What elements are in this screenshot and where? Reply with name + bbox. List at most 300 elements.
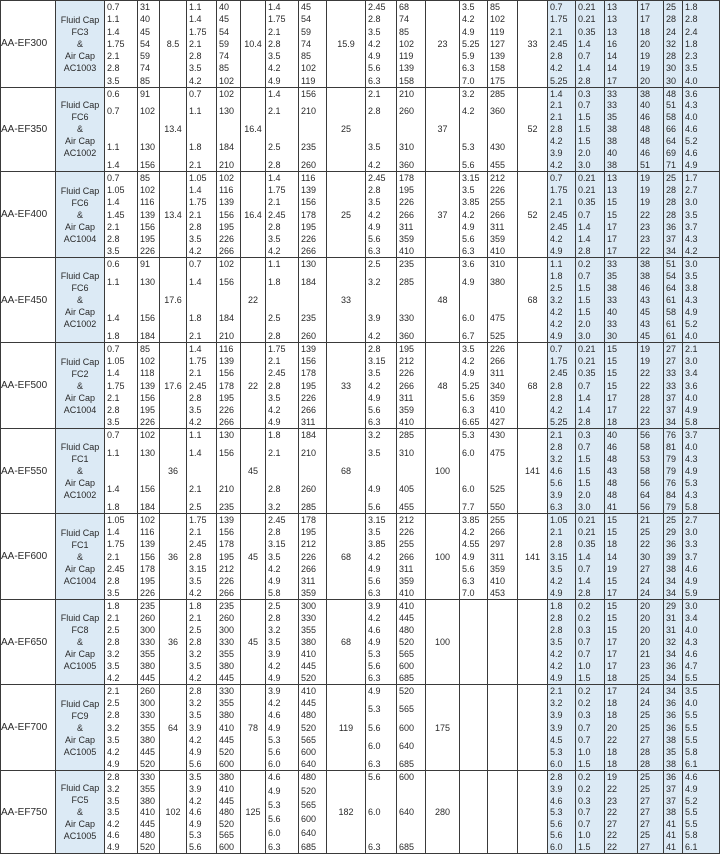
- cap-line: Air Cap: [64, 734, 95, 745]
- value: 1.05: [107, 185, 125, 196]
- value: 48: [640, 136, 651, 147]
- value: 0.2: [578, 601, 591, 612]
- flow-group-3: [299, 513, 327, 600]
- spray-col-5-values: [664, 258, 682, 341]
- value: 5.6: [368, 576, 381, 587]
- pressure-group-1-values: [105, 258, 137, 341]
- flow-group-5: [488, 171, 518, 258]
- value: 2.1: [268, 448, 281, 459]
- value: 266: [301, 246, 317, 257]
- value: 1.05: [189, 172, 207, 183]
- pressure-group-4: [366, 771, 397, 854]
- flow-group-4-values: [397, 258, 425, 341]
- value: 85: [140, 343, 151, 354]
- value: 119: [490, 26, 505, 37]
- value: 17: [607, 405, 618, 416]
- cap-line: AC1002: [63, 148, 97, 159]
- value: 1.8: [189, 601, 202, 612]
- value: 4.2: [462, 527, 475, 538]
- value: 139: [219, 197, 235, 208]
- cap-line: FC1: [71, 454, 89, 465]
- value: 28: [640, 392, 651, 403]
- value: 311: [490, 221, 505, 232]
- value: 266: [490, 527, 506, 538]
- spray-col-5-values: [664, 172, 682, 258]
- value: 3.85: [462, 514, 480, 525]
- flow-group-4: [397, 1, 426, 88]
- value: 195: [219, 551, 235, 562]
- capacity-2: 45: [241, 600, 266, 684]
- value: 355: [219, 698, 235, 709]
- value: 685: [399, 759, 415, 770]
- value: 45: [301, 2, 312, 12]
- value: 226: [399, 197, 415, 208]
- flow-group-1: [138, 600, 160, 684]
- cap-line: &: [76, 722, 83, 733]
- cap-line: FC2: [71, 368, 89, 379]
- value: 1.8: [685, 2, 698, 12]
- value: 3.0: [578, 159, 591, 170]
- value: 455: [399, 501, 415, 512]
- value: 5.2: [685, 795, 698, 806]
- model-name: AA-EF500: [1, 342, 56, 429]
- value: 6.0: [268, 828, 281, 839]
- flow-group-4-values: [397, 600, 425, 683]
- spec-row: [1, 600, 720, 684]
- value: 380: [140, 795, 156, 806]
- value: 6.3: [462, 405, 475, 416]
- flow-group-5-values: [488, 685, 517, 771]
- value: 226: [219, 405, 235, 416]
- value: 58: [666, 307, 677, 318]
- value: 38: [640, 271, 651, 282]
- value: 54: [301, 14, 312, 25]
- pressure-group-1: [105, 600, 138, 684]
- value: 5.25: [550, 75, 568, 86]
- value: 4.9: [368, 637, 381, 648]
- value: 46: [607, 442, 618, 453]
- pressure-group-5: [460, 342, 488, 429]
- pressure-group-5-values: [460, 685, 487, 771]
- value: 15: [607, 197, 618, 208]
- value: 5.5: [685, 818, 698, 829]
- value: 102: [490, 14, 506, 25]
- value: 685: [301, 841, 317, 852]
- value: 30: [607, 330, 618, 341]
- cap-combination: [56, 342, 105, 429]
- value: 156: [140, 159, 156, 170]
- value: 212: [219, 563, 235, 574]
- value: 2.1: [550, 197, 563, 208]
- value: 266: [219, 417, 235, 428]
- value: 139: [490, 51, 506, 61]
- value: 4.9: [550, 588, 563, 599]
- value: 3.5: [368, 368, 381, 379]
- value: 0.3: [578, 710, 591, 721]
- value: 5.6: [368, 405, 381, 416]
- value: 1.05: [107, 356, 125, 367]
- value: 1.5: [578, 124, 591, 135]
- value: 1.4: [578, 63, 591, 74]
- flow-group-2-values: [217, 771, 240, 853]
- value: 5.6: [368, 722, 381, 733]
- value: 520: [140, 759, 156, 770]
- flow-group-5-values: [488, 343, 517, 429]
- value: 184: [219, 313, 235, 324]
- value: 360: [490, 106, 506, 117]
- flow-group-1-values: [138, 771, 159, 853]
- cap-line: Air Cap: [64, 649, 95, 660]
- value: 184: [140, 330, 156, 341]
- value: 6.0: [462, 484, 475, 495]
- value: 15: [607, 343, 618, 354]
- value: 285: [399, 430, 415, 441]
- spray-col-3: [605, 87, 638, 171]
- value: 6.3: [462, 63, 475, 74]
- value: 4.9: [685, 405, 698, 416]
- spray-col-3: [605, 771, 638, 854]
- value: 226: [490, 343, 506, 354]
- capacity-4: 48: [426, 342, 460, 429]
- value: 445: [219, 734, 235, 745]
- flow-group-3-values: [299, 88, 326, 171]
- value: 4.9: [685, 576, 698, 587]
- capacity-2: 16.4: [241, 171, 266, 258]
- value: 102: [219, 259, 235, 270]
- value: 359: [490, 563, 506, 574]
- flow-group-2-values: [217, 514, 240, 600]
- flow-group-1: [138, 342, 160, 429]
- value: 102: [219, 172, 235, 183]
- value: 74: [140, 63, 151, 74]
- flow-group-4: [397, 171, 426, 258]
- value: 2.8: [268, 380, 281, 391]
- value: 0.7: [189, 88, 202, 99]
- value: 2.45: [550, 221, 568, 232]
- value: 156: [219, 527, 235, 538]
- value: 17: [607, 649, 618, 660]
- value: 455: [490, 159, 506, 170]
- value: 0.7: [107, 2, 120, 12]
- value: 17: [607, 392, 618, 403]
- value: 23: [640, 234, 651, 245]
- value: 195: [219, 221, 235, 232]
- value: 1.75: [268, 14, 286, 25]
- pressure-group-4: [366, 258, 397, 342]
- value: 1.8: [550, 271, 563, 282]
- value: 6.1: [685, 759, 698, 770]
- value: 54: [219, 26, 230, 37]
- value: 212: [490, 172, 506, 183]
- value: 25: [640, 784, 651, 795]
- capacity-5: [518, 771, 548, 854]
- value: 1.1: [268, 259, 281, 270]
- value: 3.5: [685, 63, 698, 74]
- value: 4.9: [685, 784, 698, 795]
- value: 4.5: [550, 734, 563, 745]
- pressure-group-3-values: [266, 343, 298, 429]
- value: 1.75: [550, 14, 568, 25]
- value: 40: [607, 148, 618, 159]
- flow-group-2-values: [217, 343, 240, 429]
- value: 3.5: [189, 234, 202, 245]
- value: 266: [219, 246, 235, 257]
- pressure-group-3: [266, 429, 299, 513]
- cap-line: Air Cap: [64, 392, 95, 403]
- flow-group-3: [299, 87, 327, 171]
- value: 4.6: [189, 807, 202, 818]
- value: 35: [666, 747, 677, 758]
- spray-col-4-values: [638, 514, 663, 600]
- value: 300: [219, 625, 235, 636]
- value: 156: [140, 313, 156, 324]
- value: 4.9: [368, 221, 381, 232]
- spray-col-6: [683, 1, 720, 88]
- value: 17: [607, 588, 618, 599]
- value: 158: [399, 75, 415, 86]
- value: 17: [607, 685, 618, 696]
- value: 445: [140, 747, 156, 758]
- spray-col-4: [638, 171, 664, 258]
- value: 4.6: [685, 563, 698, 574]
- value: 2.8: [268, 613, 281, 624]
- value: 1.8: [189, 142, 202, 153]
- value: 56: [640, 501, 651, 512]
- value: 5.6: [368, 660, 381, 671]
- value: 4.9: [268, 722, 281, 733]
- value: 2.1: [189, 368, 202, 379]
- value: 0.3: [578, 625, 591, 636]
- spray-col-4: [638, 513, 664, 600]
- value: 640: [399, 741, 415, 752]
- value: 1.5: [578, 283, 591, 294]
- value: 2.1: [550, 26, 563, 37]
- value: 1.1: [107, 448, 120, 459]
- spray-col-3-values: [605, 685, 637, 771]
- pressure-group-3-values: [266, 600, 298, 683]
- value: 18: [607, 539, 618, 550]
- value: 380: [219, 772, 235, 783]
- spray-col-5-values: [664, 88, 682, 171]
- value: 58: [640, 466, 651, 477]
- value: 19: [640, 185, 651, 196]
- value: 14: [607, 551, 618, 562]
- value: 0.7: [578, 807, 591, 818]
- model-name: AA-EF600: [1, 513, 56, 600]
- value: 3.5: [107, 807, 120, 818]
- value: 2.8: [189, 637, 202, 648]
- value: 1.75: [268, 185, 286, 196]
- value: 2.8: [685, 14, 698, 25]
- value: 5.8: [268, 588, 281, 599]
- value: 37: [666, 795, 677, 806]
- value: 15: [607, 356, 618, 367]
- value: 359: [490, 392, 506, 403]
- pressure-group-5: [460, 258, 488, 342]
- value: 1.75: [107, 539, 125, 550]
- pressure-group-3: [266, 600, 299, 684]
- value: 195: [140, 576, 156, 587]
- spray-col-5: [664, 429, 683, 513]
- pressure-group-2-values: [187, 771, 216, 853]
- flow-group-3-values: [299, 343, 326, 429]
- value: 380: [219, 660, 235, 671]
- value: 6.7: [462, 330, 475, 341]
- value: 14: [607, 51, 618, 61]
- value: 116: [140, 197, 155, 208]
- spray-col-1: [548, 684, 576, 771]
- value: 3.2: [189, 649, 202, 660]
- value: 27: [666, 343, 677, 354]
- spray-col-1: [548, 87, 576, 171]
- value: 3.9: [268, 685, 281, 696]
- value: 25: [640, 722, 651, 733]
- value: 0.7: [578, 51, 591, 61]
- value: 4.9: [368, 51, 381, 61]
- value: 260: [301, 484, 317, 495]
- value: 685: [399, 672, 415, 683]
- value: 2.8: [268, 221, 281, 232]
- value: 600: [301, 747, 317, 758]
- capacity-3: 68: [327, 600, 366, 684]
- spray-col-5-values: [664, 514, 682, 600]
- spray-col-3: [605, 684, 638, 771]
- pressure-group-5-values: [460, 600, 487, 683]
- value: 85: [490, 2, 501, 12]
- value: 3.9: [268, 649, 281, 660]
- value: 520: [399, 637, 415, 648]
- spray-col-5: [664, 600, 683, 684]
- value: 3.9: [550, 148, 563, 159]
- value: 17: [607, 221, 618, 232]
- value: 41: [666, 830, 677, 841]
- cap-line: &: [76, 38, 83, 49]
- value: 5.6: [462, 234, 475, 245]
- spray-col-6: [683, 600, 720, 684]
- value: 38: [607, 159, 618, 170]
- value: 195: [301, 380, 317, 391]
- value: 300: [140, 625, 156, 636]
- capacity-1: 17.6: [160, 258, 187, 342]
- value: 4.0: [685, 625, 698, 636]
- capacity-3: 15.9: [327, 1, 366, 88]
- value: 1.4: [268, 2, 281, 12]
- cap-line: Fluid Cap: [60, 14, 100, 25]
- spray-col-2-values: [576, 343, 604, 429]
- spray-col-1: [548, 429, 576, 513]
- value: 4.6: [685, 772, 698, 783]
- cap-line: AC1004: [63, 233, 97, 244]
- value: 5.25: [462, 38, 480, 49]
- capacity-1: 8.5: [160, 1, 187, 88]
- value: 3.5: [189, 710, 202, 721]
- pressure-group-5: [460, 1, 488, 88]
- value: 4.2: [368, 330, 381, 341]
- value: 2.8: [107, 637, 120, 648]
- value: 2.5: [107, 698, 120, 709]
- value: 4.6: [368, 625, 381, 636]
- value: 195: [219, 392, 235, 403]
- value: 4.2: [268, 660, 281, 671]
- value: 226: [301, 234, 317, 245]
- value: 24: [640, 576, 651, 587]
- spec-row: [1, 1, 720, 88]
- spray-col-1-values: [548, 685, 575, 771]
- value: 6.3: [550, 501, 563, 512]
- spray-col-2-values: [576, 258, 604, 341]
- value: 445: [140, 818, 156, 829]
- value: 445: [140, 672, 156, 683]
- value: 2.1: [107, 392, 120, 403]
- cap-line: FC6: [71, 197, 89, 208]
- value: 51: [666, 100, 677, 111]
- value: 1.5: [578, 759, 591, 770]
- value: 4.9: [368, 685, 381, 696]
- value: 1.4: [107, 527, 120, 538]
- value: 3.5: [107, 660, 120, 671]
- value: 116: [140, 527, 155, 538]
- cap-combination: [56, 684, 105, 771]
- flow-group-3: [299, 771, 327, 854]
- spray-col-1-values: [548, 88, 575, 171]
- value: 359: [399, 234, 415, 245]
- spray-col-3-values: [605, 514, 637, 600]
- spray-col-3: [605, 1, 638, 88]
- value: 0.6: [107, 88, 120, 99]
- value: 4.2: [368, 38, 381, 49]
- value: 178: [301, 368, 317, 379]
- capacity-4: 100: [426, 429, 460, 513]
- pressure-group-2: [187, 600, 217, 684]
- value: 0.7: [578, 734, 591, 745]
- value: 20: [640, 637, 651, 648]
- value: 4.0: [685, 698, 698, 709]
- value: 5.6: [550, 830, 563, 841]
- capacity-2: 78: [241, 684, 266, 771]
- spray-col-1: [548, 1, 576, 88]
- value: 6.0: [462, 448, 475, 459]
- flow-group-1-values: [138, 172, 159, 258]
- value: 330: [399, 313, 415, 324]
- flow-group-2-values: [217, 685, 240, 771]
- value: 17: [607, 234, 618, 245]
- value: 565: [301, 800, 317, 811]
- capacity-3: 33: [327, 258, 366, 342]
- value: 22: [640, 246, 651, 257]
- pressure-group-4-values: [366, 343, 396, 429]
- spray-col-1-values: [548, 771, 575, 853]
- spray-col-6-values: [683, 172, 719, 258]
- pressure-group-4: [366, 600, 397, 684]
- value: 158: [490, 63, 506, 74]
- value: 427: [490, 417, 506, 428]
- value: 410: [219, 784, 235, 795]
- value: 2.8: [189, 551, 202, 562]
- flow-group-3-values: [299, 429, 326, 512]
- value: 410: [301, 649, 317, 660]
- flow-group-3: [299, 684, 327, 771]
- value: 61: [666, 330, 677, 341]
- value: 4.2: [550, 660, 563, 671]
- value: 5.6: [368, 234, 381, 245]
- value: 31: [666, 613, 677, 624]
- value: 38: [666, 734, 677, 745]
- value: 116: [219, 343, 234, 354]
- spray-col-2: [576, 171, 605, 258]
- value: 210: [301, 448, 317, 459]
- value: 0.6: [107, 259, 120, 270]
- cap-line: FC1: [71, 539, 89, 550]
